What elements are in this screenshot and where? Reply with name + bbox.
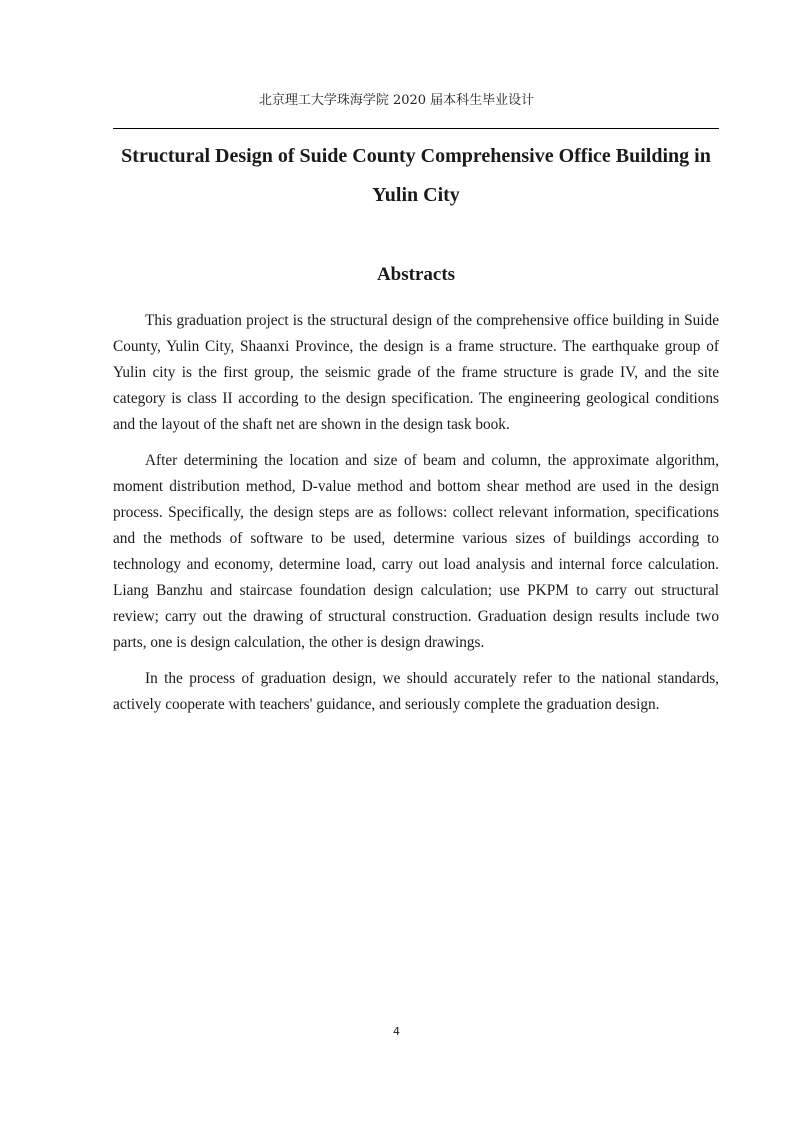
document-title: Structural Design of Suide County Comprehensive Office Building in Yulin City <box>121 145 711 206</box>
page-number: 4 <box>393 1025 400 1038</box>
abstract-paragraph: In the process of graduation design, we should accurately refer to the national standards, actively cooperate with teachers' guidance, and seriously complete the graduation design. <box>113 670 719 713</box>
page-header: 北京理工大学珠海学院 2020 届本科生毕业设计 <box>258 93 535 108</box>
abstract-body <box>113 308 719 728</box>
abstract-heading: Abstracts <box>376 264 456 285</box>
abstract-paragraph: This graduation project is the structural design of the comprehensive office building in Suide County, Yulin City, Shaanxi Province, the design is a frame structure. The earthquake group of Yulin city is the first group, the seismic grade of the frame structure is grade IV, and the site category is class II according to the design specification. The engineering geological conditions and the layout of the shaft net are shown in the design task book. <box>113 312 719 433</box>
abstract-paragraph: After determining the location and size of beam and column, the approximate algorithm, moment distribution method, D-value method and bottom shear method are used in the design process. Specifically, the design steps are as follows: collect relevant information, specifications and the methods of software to be used, determine various sizes of buildings according to technology and economy, determine load, carry out load analysis and internal force calculation. Liang Banzhu and staircase foundation design calculation; use PKPM to carry out structural review; carry out the drawing of structural construction. Graduation design results include two parts, one is design calculation, the other is design drawings. <box>113 452 719 651</box>
header-divider <box>113 128 719 129</box>
